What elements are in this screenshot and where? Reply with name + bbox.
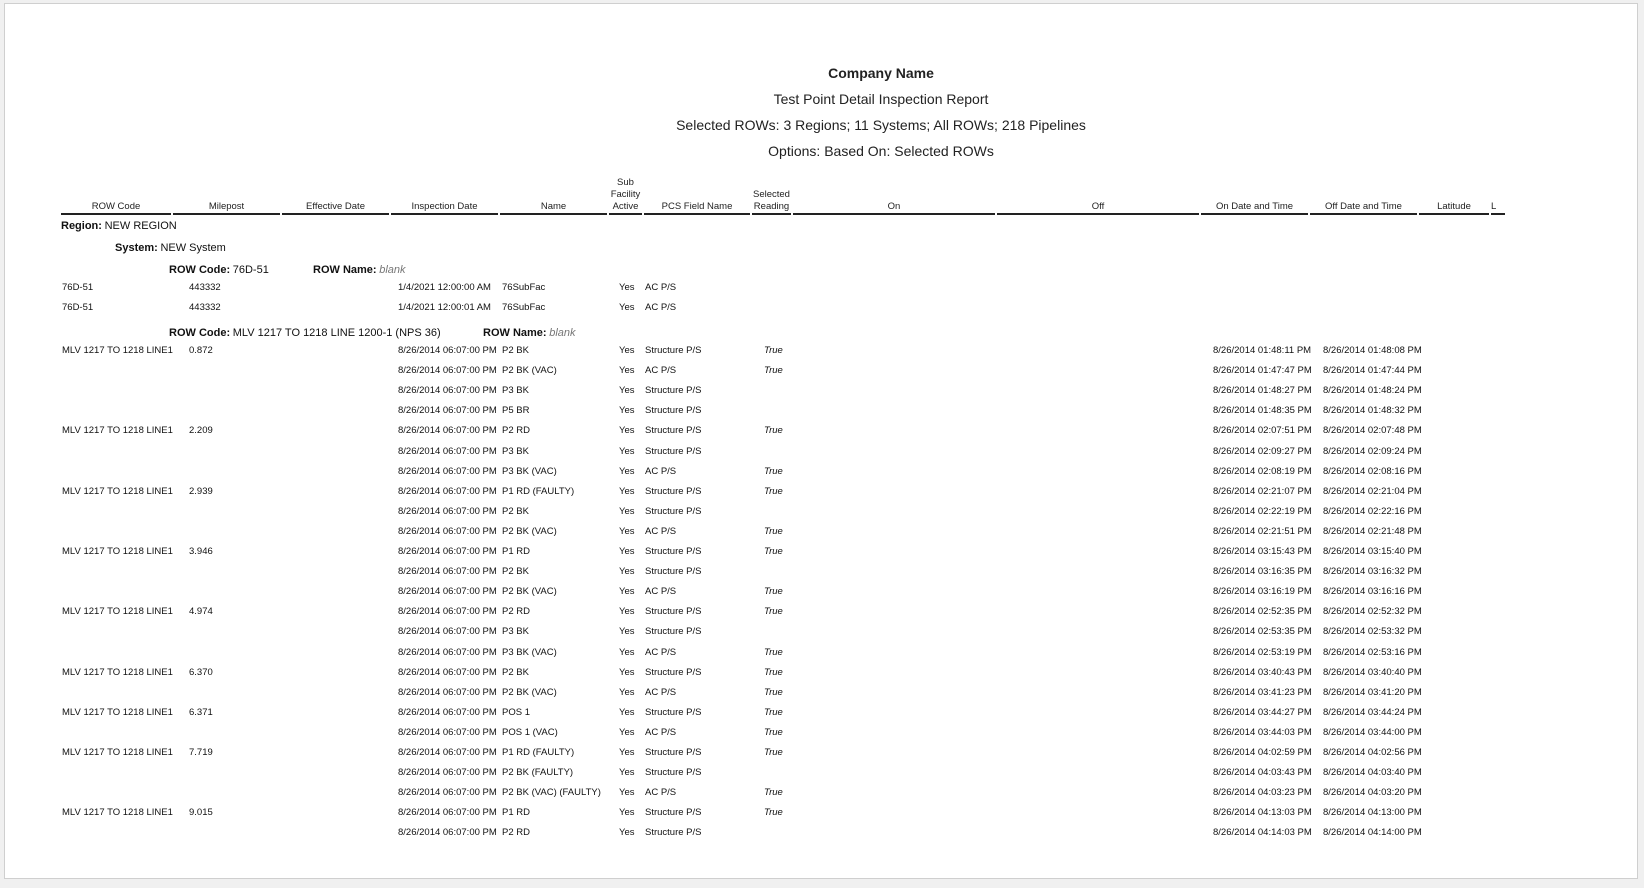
- cell-selected-reading: True: [764, 525, 783, 537]
- cell-row-code: MLV 1217 TO 1218 LINE1: [62, 666, 173, 678]
- region-value: NEW REGION: [104, 220, 177, 232]
- cell-on-date-time: 8/26/2014 04:03:23 PM: [1213, 787, 1312, 799]
- cell-row-code: 76D-51: [62, 282, 94, 293]
- cell-milepost: 3.946: [189, 546, 213, 557]
- cell-pcs-field-name: AC P/S: [645, 686, 677, 698]
- cell-pcs-field-name: AC P/S: [645, 726, 677, 738]
- cell-inspection-date: 8/26/2014 06:07:00 PM: [398, 586, 497, 598]
- cell-off-date-time: 8/26/2014 03:44:24 PM: [1323, 706, 1422, 718]
- system-value: NEW System: [160, 242, 226, 254]
- cell-milepost: 6.370: [189, 666, 213, 678]
- cell-off-date-time: 8/26/2014 01:48:24 PM: [1323, 385, 1422, 397]
- cell-name: P2 BK (VAC): [502, 686, 557, 698]
- cell-pcs-field-name: AC P/S: [645, 465, 677, 477]
- selected-rows-summary: Selected ROWs: 3 Regions; 11 Systems; All ROWs; 218 Pipelines: [676, 117, 1086, 133]
- row-group-header: [169, 327, 441, 340]
- cell-off-date-time: 8/26/2014 02:53:32 PM: [1323, 626, 1422, 638]
- cell-pcs-field-name: Structure P/S: [645, 546, 702, 557]
- cell-name: P3 BK: [502, 385, 529, 397]
- cell-on-date-time: 8/26/2014 02:52:35 PM: [1213, 606, 1312, 618]
- cell-inspection-date: 1/4/2021 12:00:01 AM: [398, 302, 491, 313]
- cell-off-date-time: 8/26/2014 04:14:00 PM: [1323, 827, 1422, 839]
- cell-on-date-time: 8/26/2014 01:48:11 PM: [1213, 345, 1312, 356]
- cell-pcs-field-name: AC P/S: [645, 302, 677, 313]
- col-selected-label: Selected: [753, 189, 790, 200]
- cell-row-code: MLV 1217 TO 1218 LINE1: [62, 345, 173, 356]
- cell-inspection-date: 8/26/2014 06:07:00 PM: [398, 345, 497, 356]
- cell-on-date-time: 8/26/2014 03:44:27 PM: [1213, 706, 1312, 718]
- cell-off-date-time: 8/26/2014 04:02:56 PM: [1323, 747, 1422, 758]
- cell-active: Yes: [619, 586, 635, 598]
- cell-on-date-time: 8/26/2014 03:40:43 PM: [1213, 666, 1312, 678]
- cell-on-date-time: 8/26/2014 03:15:43 PM: [1213, 546, 1312, 557]
- cell-milepost: 2.939: [189, 485, 213, 497]
- report-title: Test Point Detail Inspection Report: [773, 91, 989, 107]
- cell-pcs-field-name: AC P/S: [645, 586, 677, 598]
- cell-on-date-time: 8/26/2014 04:03:43 PM: [1213, 767, 1312, 779]
- cell-row-code: MLV 1217 TO 1218 LINE1: [62, 606, 173, 618]
- cell-off-date-time: 8/26/2014 02:09:24 PM: [1323, 445, 1422, 457]
- cell-off-date-time: 8/26/2014 01:47:44 PM: [1323, 365, 1422, 377]
- cell-row-code: MLV 1217 TO 1218 LINE1: [62, 747, 173, 758]
- cell-name: P2 BK (FAULTY): [502, 767, 574, 779]
- cell-name: P2 BK: [502, 505, 529, 517]
- cell-active: Yes: [619, 405, 635, 417]
- cell-active: Yes: [619, 787, 635, 799]
- cell-off-date-time: 8/26/2014 02:53:16 PM: [1323, 646, 1422, 658]
- cell-on-date-time: 8/26/2014 03:44:03 PM: [1213, 726, 1312, 738]
- cell-inspection-date: 8/26/2014 06:07:00 PM: [398, 807, 497, 819]
- cell-name: P3 BK: [502, 626, 529, 638]
- cell-active: Yes: [619, 606, 635, 618]
- cell-on-date-time: 8/26/2014 04:14:03 PM: [1213, 827, 1312, 839]
- cell-off-date-time: 8/26/2014 03:16:32 PM: [1323, 566, 1422, 578]
- cell-selected-reading: True: [764, 485, 783, 497]
- cell-inspection-date: 8/26/2014 06:07:00 PM: [398, 385, 497, 397]
- cell-milepost: 443332: [189, 302, 221, 313]
- cell-pcs-field-name: AC P/S: [645, 282, 677, 293]
- col-on: On: [793, 201, 995, 215]
- col-name: Name: [500, 201, 607, 215]
- cell-active: Yes: [619, 465, 635, 477]
- cell-inspection-date: 8/26/2014 06:07:00 PM: [398, 445, 497, 457]
- cell-inspection-date: 8/26/2014 06:07:00 PM: [398, 485, 497, 497]
- cell-inspection-date: 8/26/2014 06:07:00 PM: [398, 706, 497, 718]
- cell-active: Yes: [619, 485, 635, 497]
- cell-pcs-field-name: Structure P/S: [645, 666, 702, 678]
- cell-name: P1 RD (FAULTY): [502, 485, 575, 497]
- cell-inspection-date: 8/26/2014 06:07:00 PM: [398, 626, 497, 638]
- cell-selected-reading: True: [764, 365, 783, 377]
- cell-active: Yes: [619, 767, 635, 779]
- cell-active: Yes: [619, 566, 635, 578]
- cell-pcs-field-name: Structure P/S: [645, 405, 702, 417]
- row-name-header: [483, 327, 576, 340]
- cell-pcs-field-name: Structure P/S: [645, 425, 702, 437]
- cell-active: Yes: [619, 807, 635, 819]
- cell-active: Yes: [619, 345, 635, 356]
- cell-row-code: 76D-51: [62, 302, 94, 313]
- cell-milepost: 443332: [189, 282, 221, 293]
- cell-pcs-field-name: Structure P/S: [645, 485, 702, 497]
- cell-on-date-time: 8/26/2014 01:47:47 PM: [1213, 365, 1312, 377]
- cell-selected-reading: True: [764, 586, 783, 598]
- cell-on-date-time: 8/26/2014 02:53:35 PM: [1213, 626, 1312, 638]
- cell-inspection-date: 8/26/2014 06:07:00 PM: [398, 465, 497, 477]
- cell-inspection-date: 8/26/2014 06:07:00 PM: [398, 767, 497, 779]
- cell-off-date-time: 8/26/2014 02:22:16 PM: [1323, 505, 1422, 517]
- col-longitude-partial: L: [1491, 201, 1505, 215]
- cell-off-date-time: 8/26/2014 04:03:20 PM: [1323, 787, 1422, 799]
- cell-on-date-time: 8/26/2014 02:09:27 PM: [1213, 445, 1312, 457]
- cell-active: Yes: [619, 505, 635, 517]
- cell-inspection-date: 1/4/2021 12:00:00 AM: [398, 282, 491, 293]
- cell-active: Yes: [619, 827, 635, 839]
- col-on-date-time: On Date and Time: [1201, 201, 1308, 215]
- cell-active: Yes: [619, 445, 635, 457]
- col-off-date-time: Off Date and Time: [1310, 201, 1417, 215]
- cell-pcs-field-name: AC P/S: [645, 787, 677, 799]
- col-reading-label: Reading: [753, 201, 790, 212]
- cell-inspection-date: 8/26/2014 06:07:00 PM: [398, 747, 497, 758]
- col-sub-facility-active: [609, 177, 642, 215]
- col-sub-label: Sub: [617, 177, 634, 188]
- cell-selected-reading: True: [764, 787, 783, 799]
- cell-milepost: 0.872: [189, 345, 213, 356]
- row-name-value: blank: [379, 264, 406, 276]
- cell-inspection-date: 8/26/2014 06:07:00 PM: [398, 525, 497, 537]
- col-row-code: ROW Code: [61, 201, 171, 215]
- cell-selected-reading: True: [764, 747, 783, 758]
- cell-name: P3 BK (VAC): [502, 465, 557, 477]
- cell-active: Yes: [619, 686, 635, 698]
- region-line: [61, 220, 177, 233]
- cell-on-date-time: 8/26/2014 04:02:59 PM: [1213, 747, 1312, 758]
- cell-inspection-date: 8/26/2014 06:07:00 PM: [398, 827, 497, 839]
- cell-pcs-field-name: Structure P/S: [645, 606, 702, 618]
- cell-pcs-field-name: AC P/S: [645, 646, 677, 658]
- cell-off-date-time: 8/26/2014 04:13:00 PM: [1323, 807, 1422, 819]
- col-milepost: Milepost: [173, 201, 280, 215]
- cell-on-date-time: 8/26/2014 04:13:03 PM: [1213, 807, 1312, 819]
- cell-selected-reading: True: [764, 606, 783, 618]
- cell-active: Yes: [619, 726, 635, 738]
- cell-selected-reading: True: [764, 646, 783, 658]
- col-facility-label: Facility: [610, 189, 641, 200]
- cell-name: P2 BK (VAC): [502, 586, 557, 598]
- cell-inspection-date: 8/26/2014 06:07:00 PM: [398, 666, 497, 678]
- cell-active: Yes: [619, 385, 635, 397]
- cell-row-code: MLV 1217 TO 1218 LINE1: [62, 807, 173, 819]
- row-code-value: MLV 1217 TO 1218 LINE 1200-1 (NPS 36): [232, 327, 441, 339]
- system-line: [115, 242, 226, 255]
- cell-pcs-field-name: Structure P/S: [645, 566, 702, 578]
- cell-inspection-date: 8/26/2014 06:07:00 PM: [398, 566, 497, 578]
- cell-inspection-date: 8/26/2014 06:07:00 PM: [398, 365, 497, 377]
- cell-inspection-date: 8/26/2014 06:07:00 PM: [398, 646, 497, 658]
- cell-milepost: 2.209: [189, 425, 213, 437]
- row-code-label: ROW Code:: [169, 327, 231, 339]
- cell-pcs-field-name: AC P/S: [645, 525, 677, 537]
- row-name-label: ROW Name:: [313, 264, 377, 276]
- cell-inspection-date: 8/26/2014 06:07:00 PM: [398, 425, 497, 437]
- cell-selected-reading: True: [764, 425, 783, 437]
- cell-inspection-date: 8/26/2014 06:07:00 PM: [398, 726, 497, 738]
- cell-off-date-time: 8/26/2014 03:16:16 PM: [1323, 586, 1422, 598]
- cell-name: P2 RD: [502, 606, 530, 618]
- cell-active: Yes: [619, 425, 635, 437]
- cell-selected-reading: True: [764, 546, 783, 557]
- cell-inspection-date: 8/26/2014 06:07:00 PM: [398, 546, 497, 557]
- cell-off-date-time: 8/26/2014 02:21:48 PM: [1323, 525, 1422, 537]
- row-group-header: [169, 264, 269, 277]
- cell-milepost: 9.015: [189, 807, 213, 819]
- cell-name: P2 BK (VAC): [502, 365, 557, 377]
- cell-name: POS 1: [502, 706, 530, 718]
- cell-selected-reading: True: [764, 465, 783, 477]
- cell-name: P2 RD: [502, 827, 530, 839]
- cell-row-code: MLV 1217 TO 1218 LINE1: [62, 546, 173, 557]
- cell-active: Yes: [619, 546, 635, 557]
- cell-on-date-time: 8/26/2014 02:21:07 PM: [1213, 485, 1312, 497]
- cell-active: Yes: [619, 626, 635, 638]
- cell-pcs-field-name: Structure P/S: [645, 747, 702, 758]
- company-name: Company Name: [828, 65, 934, 81]
- cell-name: P1 RD (FAULTY): [502, 747, 575, 758]
- col-effective-date: Effective Date: [282, 201, 389, 215]
- cell-row-code: MLV 1217 TO 1218 LINE1: [62, 425, 173, 437]
- cell-pcs-field-name: Structure P/S: [645, 385, 702, 397]
- cell-off-date-time: 8/26/2014 03:41:20 PM: [1323, 686, 1422, 698]
- cell-on-date-time: 8/26/2014 02:08:19 PM: [1213, 465, 1312, 477]
- cell-active: Yes: [619, 706, 635, 718]
- report-page: [4, 3, 1638, 879]
- cell-inspection-date: 8/26/2014 06:07:00 PM: [398, 405, 497, 417]
- cell-selected-reading: True: [764, 666, 783, 678]
- col-selected-reading: [752, 189, 791, 215]
- cell-pcs-field-name: Structure P/S: [645, 706, 702, 718]
- row-name-header: [313, 264, 406, 277]
- cell-off-date-time: 8/26/2014 02:08:16 PM: [1323, 465, 1422, 477]
- cell-name: 76SubFac: [502, 302, 546, 313]
- cell-selected-reading: True: [764, 807, 783, 819]
- cell-off-date-time: 8/26/2014 01:48:32 PM: [1323, 405, 1422, 417]
- cell-active: Yes: [619, 365, 635, 377]
- cell-name: P2 BK (VAC): [502, 525, 557, 537]
- cell-pcs-field-name: Structure P/S: [645, 827, 702, 839]
- cell-on-date-time: 8/26/2014 03:16:35 PM: [1213, 566, 1312, 578]
- col-inspection-date: Inspection Date: [391, 201, 498, 215]
- row-code-label: ROW Code:: [169, 264, 231, 276]
- row-name-label: ROW Name:: [483, 327, 547, 339]
- cell-selected-reading: True: [764, 345, 783, 356]
- cell-off-date-time: 8/26/2014 02:21:04 PM: [1323, 485, 1422, 497]
- col-latitude: Latitude: [1419, 201, 1489, 215]
- row-code-value: 76D-51: [232, 264, 269, 276]
- cell-off-date-time: 8/26/2014 04:03:40 PM: [1323, 767, 1422, 779]
- cell-name: P3 BK: [502, 445, 529, 457]
- row-name-value: blank: [549, 327, 576, 339]
- cell-pcs-field-name: Structure P/S: [645, 807, 702, 819]
- report-options: Options: Based On: Selected ROWs: [768, 143, 994, 159]
- cell-on-date-time: 8/26/2014 02:21:51 PM: [1213, 525, 1312, 537]
- cell-on-date-time: 8/26/2014 01:48:35 PM: [1213, 405, 1312, 417]
- cell-name: P1 RD: [502, 807, 530, 819]
- cell-name: P2 BK: [502, 666, 529, 678]
- system-label: System:: [115, 242, 158, 254]
- cell-name: 76SubFac: [502, 282, 546, 293]
- col-pcs-field-name: PCS Field Name: [644, 201, 750, 215]
- cell-name: POS 1 (VAC): [502, 726, 558, 738]
- cell-on-date-time: 8/26/2014 02:53:19 PM: [1213, 646, 1312, 658]
- cell-milepost: 7.719: [189, 747, 213, 758]
- cell-pcs-field-name: Structure P/S: [645, 445, 702, 457]
- col-active-label: Active: [612, 201, 639, 212]
- cell-row-code: MLV 1217 TO 1218 LINE1: [62, 485, 173, 497]
- cell-name: P1 RD: [502, 546, 530, 557]
- cell-pcs-field-name: Structure P/S: [645, 505, 702, 517]
- cell-name: P2 BK: [502, 566, 529, 578]
- cell-name: P2 BK: [502, 345, 529, 356]
- cell-milepost: 4.974: [189, 606, 213, 618]
- cell-inspection-date: 8/26/2014 06:07:00 PM: [398, 505, 497, 517]
- cell-off-date-time: 8/26/2014 03:15:40 PM: [1323, 546, 1422, 557]
- cell-active: Yes: [619, 747, 635, 758]
- cell-on-date-time: 8/26/2014 03:16:19 PM: [1213, 586, 1312, 598]
- cell-pcs-field-name: AC P/S: [645, 365, 677, 377]
- cell-inspection-date: 8/26/2014 06:07:00 PM: [398, 606, 497, 618]
- cell-off-date-time: 8/26/2014 03:40:40 PM: [1323, 666, 1422, 678]
- cell-off-date-time: 8/26/2014 02:52:32 PM: [1323, 606, 1422, 618]
- col-off: Off: [997, 201, 1199, 215]
- cell-active: Yes: [619, 525, 635, 537]
- cell-selected-reading: True: [764, 726, 783, 738]
- cell-selected-reading: True: [764, 706, 783, 718]
- cell-on-date-time: 8/26/2014 01:48:27 PM: [1213, 385, 1312, 397]
- cell-inspection-date: 8/26/2014 06:07:00 PM: [398, 787, 497, 799]
- cell-active: Yes: [619, 666, 635, 678]
- cell-milepost: 6.371: [189, 706, 213, 718]
- cell-selected-reading: True: [764, 686, 783, 698]
- cell-on-date-time: 8/26/2014 02:07:51 PM: [1213, 425, 1312, 437]
- cell-active: Yes: [619, 282, 635, 293]
- cell-pcs-field-name: Structure P/S: [645, 767, 702, 779]
- cell-active: Yes: [619, 646, 635, 658]
- cell-name: P2 BK (VAC) (FAULTY): [502, 787, 601, 799]
- cell-pcs-field-name: Structure P/S: [645, 345, 702, 356]
- cell-row-code: MLV 1217 TO 1218 LINE1: [62, 706, 173, 718]
- cell-off-date-time: 8/26/2014 03:44:00 PM: [1323, 726, 1422, 738]
- cell-off-date-time: 8/26/2014 01:48:08 PM: [1323, 345, 1422, 356]
- cell-name: P3 BK (VAC): [502, 646, 557, 658]
- cell-inspection-date: 8/26/2014 06:07:00 PM: [398, 686, 497, 698]
- cell-on-date-time: 8/26/2014 02:22:19 PM: [1213, 505, 1312, 517]
- cell-pcs-field-name: Structure P/S: [645, 626, 702, 638]
- cell-active: Yes: [619, 302, 635, 313]
- cell-off-date-time: 8/26/2014 02:07:48 PM: [1323, 425, 1422, 437]
- cell-name: P5 BR: [502, 405, 530, 417]
- region-label: Region:: [61, 220, 102, 232]
- cell-on-date-time: 8/26/2014 03:41:23 PM: [1213, 686, 1312, 698]
- cell-name: P2 RD: [502, 425, 530, 437]
